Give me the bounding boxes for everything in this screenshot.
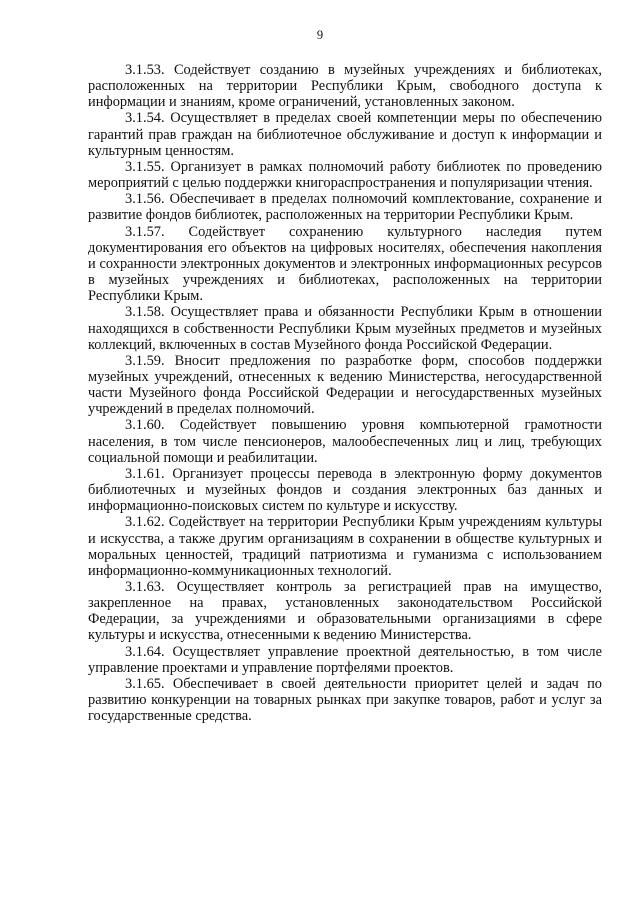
paragraph-3-1-53: 3.1.53. Содействует созданию в музейных учреждениях и библиотеках, расположенных на территории Республики Крым, свободного доступа к информации и знаниям, кроме ограничений, установленных законом.: [88, 62, 602, 111]
paragraph-3-1-57: 3.1.57. Содействует сохранению культурного наследия путем документирования его объектов на цифровых носителях, обеспечения накопления и сохранности электронных документов и электронных информационных ресурсов в музейных учреждениях и библиотеках, расположенных на территории Республики Крым.: [88, 223, 602, 305]
paragraph-3-1-64: 3.1.64. Осуществляет управление проектной деятельностью, в том числе управление проектами и управление портфелями проектов.: [88, 643, 602, 676]
paragraph-3-1-58: 3.1.58. Осуществляет права и обязанности Республики Крым в отношении находящихся в собственности Республики Крым музейных предметов и музейных коллекций, включенных в состав Музейного фонда Российской Федерации.: [88, 304, 602, 353]
paragraph-3-1-65: 3.1.65. Обеспечивает в своей деятельности приоритет целей и задач по развитию конкуренции на товарных рынках при закупке товаров, работ и услуг за государственные средства.: [88, 675, 602, 725]
paragraph-3-1-56: 3.1.56. Обеспечивает в пределах полномочий комплектование, сохранение и развитие фондов библиотек, расположенных на территории Республики Крым.: [88, 191, 602, 224]
paragraph-3-1-55: 3.1.55. Организует в рамках полномочий работу библиотек по проведению мероприятий с целью поддержки книгораспространения и популяризации чтения.: [88, 158, 602, 192]
paragraph-3-1-61: 3.1.61. Организует процессы перевода в электронную форму документов библиотечных и музейных фондов и создания электронных баз данных и информационно-поисковых систем по культуре и искусству.: [88, 465, 602, 515]
document-body: [88, 62, 602, 724]
paragraph-3-1-60: 3.1.60. Содействует повышению уровня компьютерной грамотности населения, в том числе пенсионеров, малообеспеченных лиц и лиц, требующих социальной помощи и реабилитации.: [88, 417, 602, 466]
paragraph-3-1-63: 3.1.63. Осуществляет контроль за регистрацией прав на имущество, закрепленное на правах, установленных законодательством Российской Федерации, за учреждениями и образовательными организациями в сфере культуры и искусства, отнесенными к ведению Министерства.: [88, 579, 602, 644]
page-number: 9: [316, 28, 324, 42]
paragraph-3-1-62: 3.1.62. Содействует на территории Республики Крым учреждениям культуры и искусства, а также другим организациям в сохранении в обществе культурных и моральных ценностей, традиций патриотизма и гуманизма с использованием информационно-коммуникационных технологий.: [88, 514, 602, 579]
paragraph-3-1-54: 3.1.54. Осуществляет в пределах своей компетенции меры по обеспечению гарантий прав граждан на библиотечное обслуживание и доступ к информации и культурным ценностям.: [88, 110, 602, 159]
paragraph-3-1-59: 3.1.59. Вносит предложения по разработке форм, способов поддержки музейных учреждений, отнесенных к ведению Министерства, негосударственной части Музейного фонда Российской Федерации и негосударственных музейных учреждений в пределах полномочий.: [88, 352, 602, 418]
